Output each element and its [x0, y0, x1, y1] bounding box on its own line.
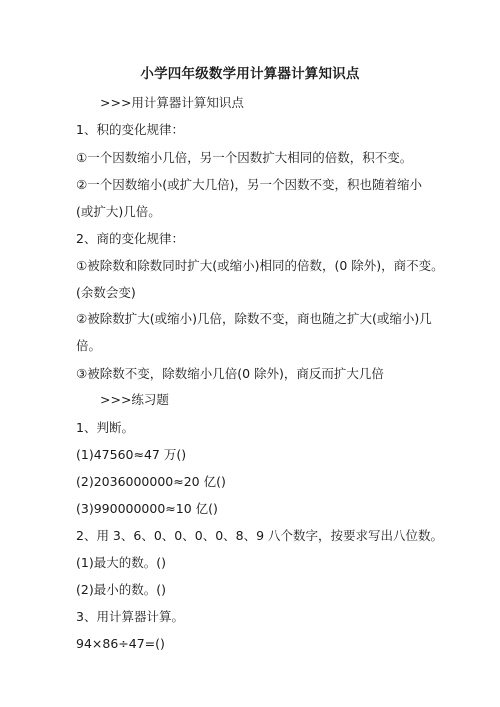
rule-quotient-2-cont: 倍。 — [76, 338, 102, 353]
exercise-1-item-2: (2)2036000000≈20 亿() — [76, 474, 226, 489]
exercise-1-heading: 1、判断。 — [76, 420, 134, 435]
exercise-2-item-2: (2)最小的数。() — [76, 582, 166, 597]
exercise-2-item-1: (1)最大的数。() — [76, 555, 166, 570]
rule-product-1: ①一个因数缩小几倍，另一个因数扩大相同的倍数，积不变。 — [76, 150, 413, 165]
rule-heading-product: 1、积的变化规律： — [76, 122, 184, 137]
exercise-2-heading: 2、用 3、6、0、0、0、0、8、9 八个数字，按要求写出八位数。 — [76, 528, 444, 543]
exercise-3-expression: 94×86÷47=() — [76, 636, 165, 651]
rule-product-2-cont: (或扩大)几倍。 — [76, 204, 161, 219]
rule-quotient-3: ③被除数不变，除数缩小几倍(0 除外)，商反而扩大几倍 — [76, 366, 384, 381]
section-heading-exercises: >>>练习题 — [100, 392, 169, 407]
rule-quotient-1: ①被除数和除数同时扩大(或缩小)相同的倍数，(0 除外)，商不变。 — [76, 258, 444, 273]
rule-quotient-2: ②被除数扩大(或缩小)几倍，除数不变，商也随之扩大(或缩小)几 — [76, 311, 432, 326]
rule-product-2: ②一个因数缩小(或扩大几倍)，另一个因数不变，积也随着缩小 — [76, 177, 422, 192]
exercise-1-item-3: (3)990000000≈10 亿() — [76, 501, 218, 516]
document-title: 小学四年级数学用计算器计算知识点 — [140, 66, 360, 82]
rule-quotient-1-note: (余数会变) — [76, 285, 136, 300]
exercise-1-item-1: (1)47560≈47 万() — [76, 447, 187, 462]
section-heading-calculator: >>>用计算器计算知识点 — [100, 95, 244, 110]
rule-heading-quotient: 2、商的变化规律： — [76, 231, 184, 246]
exercise-3-heading: 3、用计算器计算。 — [76, 609, 184, 624]
